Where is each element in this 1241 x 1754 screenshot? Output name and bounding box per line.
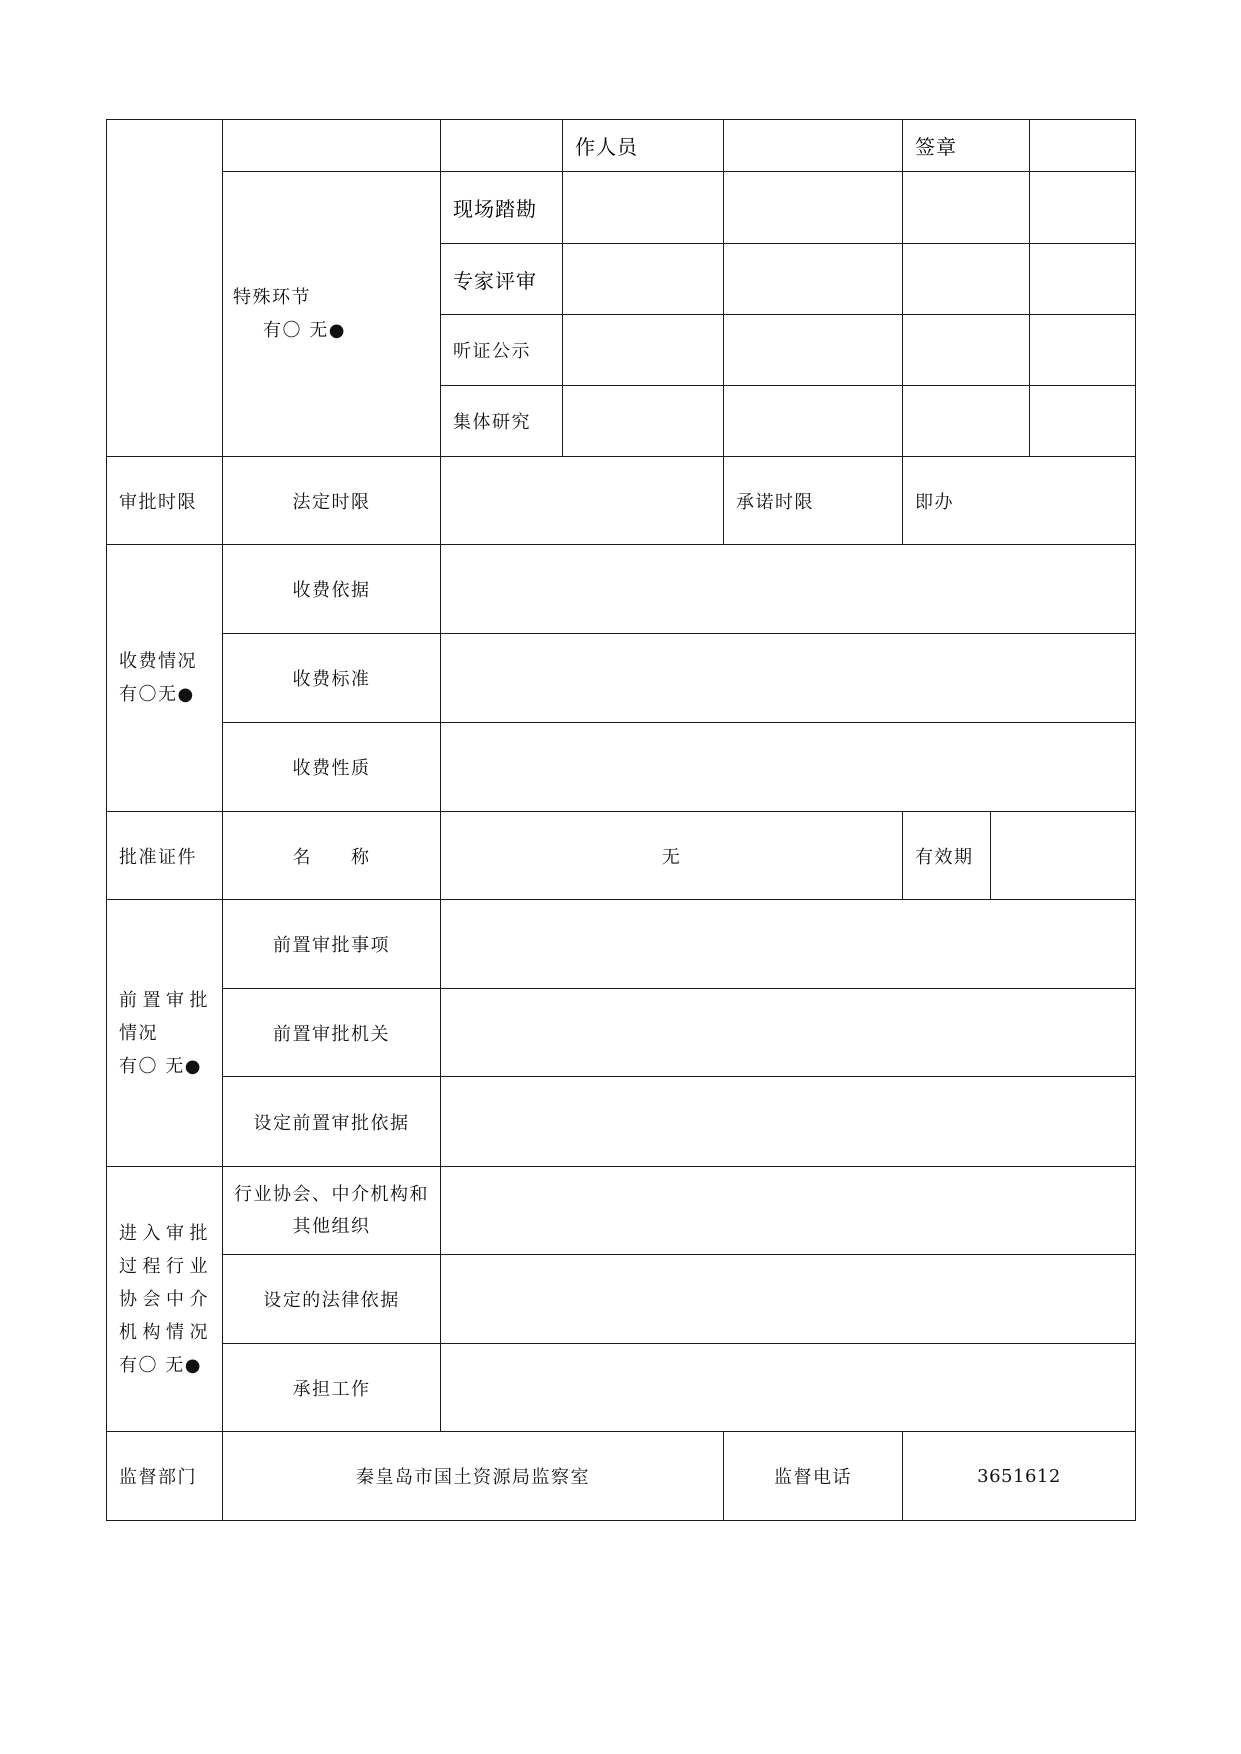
pre-approval-label-cell bbox=[106, 899, 223, 1167]
intermediary-organizations-value bbox=[440, 1166, 1136, 1255]
table-cell bbox=[440, 119, 563, 172]
special-step-cell bbox=[723, 171, 903, 244]
special-step-cell bbox=[723, 385, 903, 457]
special-step-cell bbox=[562, 385, 724, 457]
special-step-hearing: 听证公示 bbox=[440, 314, 563, 386]
special-step-site-survey: 现场踏勘 bbox=[440, 171, 563, 244]
legal-time-limit-value bbox=[440, 456, 724, 545]
fees-label-cell bbox=[106, 544, 223, 812]
promise-time-limit-value: 即办 bbox=[902, 456, 1136, 545]
special-step-cell bbox=[1029, 314, 1136, 386]
special-steps-label-cell bbox=[222, 171, 441, 457]
special-step-cell bbox=[562, 171, 724, 244]
fees-label: 收费情况 bbox=[119, 651, 197, 672]
pre-approval-label-line: 前置审批 bbox=[119, 989, 213, 1011]
pre-approval-basis-label: 设定前置审批依据 bbox=[222, 1076, 441, 1167]
supervision-phone-label: 监督电话 bbox=[723, 1431, 903, 1521]
supervision-department-value: 秦皇岛市国土资源局监察室 bbox=[222, 1431, 724, 1521]
intermediaries-label-line: 过程行业 bbox=[119, 1255, 213, 1277]
intermediary-organizations-label bbox=[222, 1166, 441, 1255]
special-step-cell bbox=[902, 243, 1030, 315]
staff-name-cell bbox=[723, 119, 903, 172]
signature-label: 签章 bbox=[902, 119, 1030, 172]
special-step-cell bbox=[723, 243, 903, 315]
special-step-cell bbox=[1029, 243, 1136, 315]
special-step-cell bbox=[902, 171, 1030, 244]
intermediaries-label-line: 协会中介 bbox=[119, 1288, 213, 1310]
certificate-name-value: 无 bbox=[440, 811, 903, 900]
certificate-validity-label: 有效期 bbox=[902, 811, 991, 900]
intermediary-organizations-line: 行业协会、中介机构和 bbox=[234, 1183, 429, 1205]
time-limit-label: 审批时限 bbox=[106, 456, 223, 545]
intermediaries-options: 有〇 无● bbox=[119, 1354, 202, 1376]
fee-standard-value bbox=[440, 633, 1136, 723]
fee-basis-label: 收费依据 bbox=[222, 544, 441, 634]
special-step-cell bbox=[1029, 385, 1136, 457]
staff-label: 作人员 bbox=[562, 119, 724, 172]
special-step-collective-study: 集体研究 bbox=[440, 385, 563, 457]
pre-approval-options: 有〇 无● bbox=[119, 1055, 202, 1077]
special-step-cell bbox=[562, 314, 724, 386]
fee-nature-value bbox=[440, 722, 1136, 812]
intermediaries-label-line: 机构情况 bbox=[119, 1321, 213, 1343]
pre-approval-authority-label: 前置审批机关 bbox=[222, 988, 441, 1077]
pre-approval-item-value bbox=[440, 899, 1136, 989]
legal-basis-value bbox=[440, 1254, 1136, 1344]
certificate-validity-value bbox=[990, 811, 1136, 900]
undertaken-work-value bbox=[440, 1343, 1136, 1432]
special-steps-options: 有〇 无● bbox=[263, 320, 346, 341]
certificate-label: 批准证件 bbox=[106, 811, 223, 900]
certificate-name-label: 名 称 bbox=[222, 811, 441, 900]
special-step-cell bbox=[1029, 171, 1136, 244]
intermediary-organizations-line: 其他组织 bbox=[292, 1215, 371, 1237]
legal-basis-label: 设定的法律依据 bbox=[222, 1254, 441, 1344]
fee-standard-label: 收费标准 bbox=[222, 633, 441, 723]
pre-approval-authority-value bbox=[440, 988, 1136, 1077]
special-step-cell bbox=[562, 243, 724, 315]
fee-nature-label: 收费性质 bbox=[222, 722, 441, 812]
supervision-department-label: 监督部门 bbox=[106, 1431, 223, 1521]
special-steps-title: 特殊环节 bbox=[233, 287, 311, 308]
special-step-cell bbox=[902, 314, 1030, 386]
special-step-cell bbox=[902, 385, 1030, 457]
table-cell bbox=[222, 119, 441, 172]
legal-time-limit-label: 法定时限 bbox=[222, 456, 441, 545]
section-label-cell bbox=[106, 119, 223, 457]
pre-approval-label-line: 情况 bbox=[119, 1022, 158, 1044]
supervision-phone-value: 3651612 bbox=[902, 1431, 1136, 1521]
intermediaries-label-cell bbox=[106, 1166, 223, 1432]
fees-options: 有〇无● bbox=[119, 684, 195, 705]
signature-cell bbox=[1029, 119, 1136, 172]
promise-time-limit-label: 承诺时限 bbox=[723, 456, 903, 545]
pre-approval-basis-value bbox=[440, 1076, 1136, 1167]
fee-basis-value bbox=[440, 544, 1136, 634]
undertaken-work-label: 承担工作 bbox=[222, 1343, 441, 1432]
intermediaries-label-line: 进入审批 bbox=[119, 1222, 213, 1244]
special-step-expert-review: 专家评审 bbox=[440, 243, 563, 315]
special-step-cell bbox=[723, 314, 903, 386]
pre-approval-item-label: 前置审批事项 bbox=[222, 899, 441, 989]
